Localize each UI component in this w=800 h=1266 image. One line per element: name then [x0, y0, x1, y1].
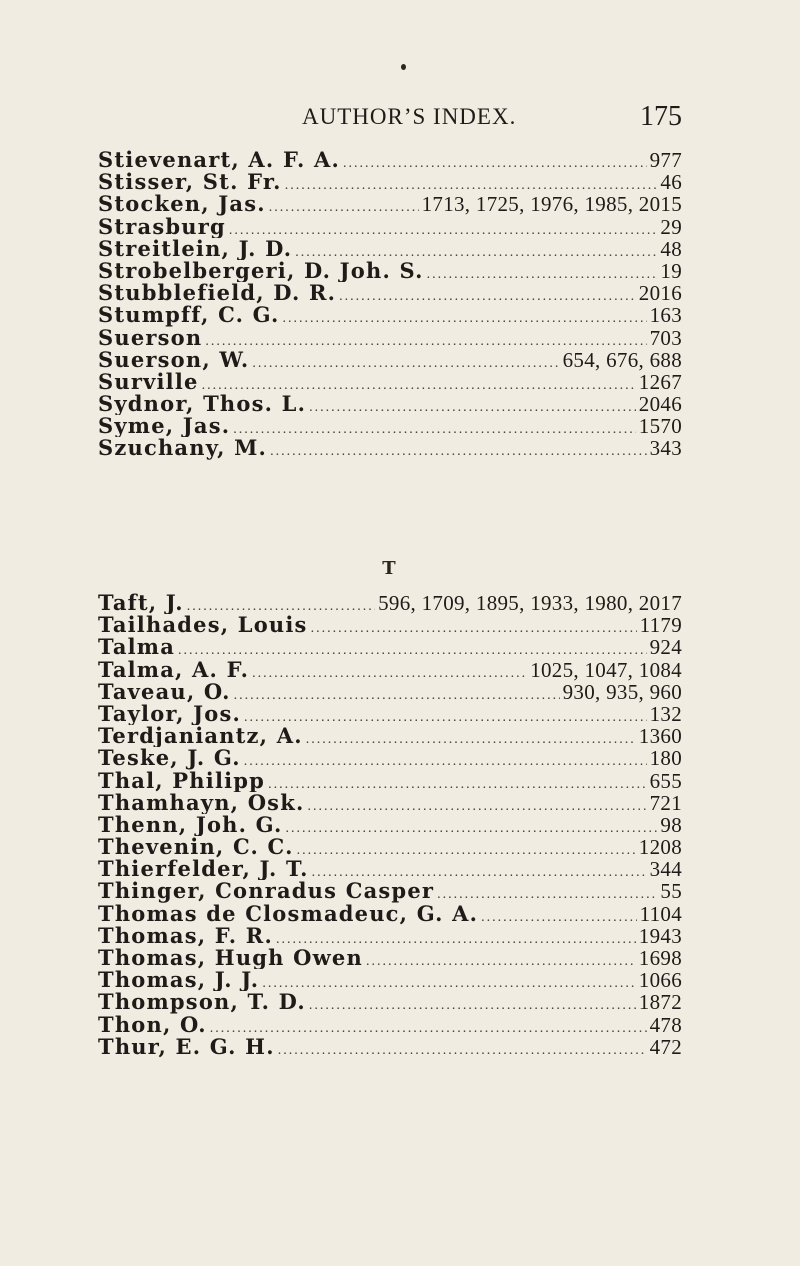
author-name: Thur, E. G. H.: [98, 1035, 275, 1058]
page-references: 1713, 1725, 1976, 1985, 2015: [421, 193, 682, 216]
index-section-t: [98, 592, 682, 1058]
index-entry: [98, 304, 682, 326]
dot-leader: [244, 707, 647, 725]
index-entry: [98, 393, 682, 415]
index-entry: [98, 725, 682, 747]
index-entry: [98, 327, 682, 349]
index-entry: [98, 260, 682, 282]
index-entry: [98, 659, 682, 681]
author-name: Thompson, T. D.: [98, 991, 306, 1014]
index-entry: [98, 903, 682, 925]
page-references: 1872: [638, 991, 682, 1014]
dot-leader: [278, 1040, 647, 1058]
dot-leader: [178, 640, 647, 658]
page-references: 344: [649, 858, 682, 881]
dot-leader: [229, 220, 658, 238]
index-entry: [98, 193, 682, 215]
author-name: Surville: [98, 370, 199, 394]
page-references: 654, 676, 688: [562, 348, 682, 371]
author-name: Thinger, Conradus Casper: [98, 880, 435, 903]
page-title: AUTHOR’S INDEX.: [302, 104, 517, 129]
dot-leader: [268, 774, 647, 792]
author-name: Syme, Jas.: [98, 415, 231, 438]
index-entry: [98, 614, 682, 636]
index-entry: [98, 349, 682, 371]
page-references: 163: [649, 304, 682, 327]
page-references: 703: [649, 326, 682, 349]
page-references: 29: [660, 215, 682, 238]
index-entry: [98, 880, 682, 902]
index-entry: [98, 969, 682, 991]
dot-leader: [270, 441, 647, 459]
page-references: 930, 935, 960: [562, 680, 682, 703]
dot-leader: [187, 596, 375, 614]
page-references: 924: [649, 636, 682, 659]
index-entry: [98, 792, 682, 814]
dot-leader: [309, 995, 636, 1013]
page-references: 977: [649, 149, 682, 172]
index-entry: [98, 1014, 682, 1036]
dot-leader: [366, 951, 636, 969]
index-entry: [98, 415, 682, 437]
author-name: Tailhades, Louis: [98, 614, 308, 637]
dot-leader: [262, 973, 635, 991]
dot-leader: [307, 796, 646, 814]
page-references: 721: [649, 791, 682, 814]
author-name: Stubblefield, D. R.: [98, 282, 337, 305]
page-references: 343: [649, 437, 682, 460]
index-entry: [98, 703, 682, 725]
index-entry: [98, 991, 682, 1013]
dot-leader: [312, 862, 647, 880]
author-name: Thenn, Joh. G.: [98, 813, 283, 837]
dot-leader: [285, 175, 658, 193]
author-name: Suerson, W.: [98, 348, 250, 371]
index-entry: [98, 814, 682, 836]
author-name: Thal, Philipp: [98, 769, 266, 792]
page-references: 55: [660, 880, 682, 903]
dot-leader: [481, 907, 636, 925]
page-references: 1104: [639, 902, 682, 925]
dot-leader: [309, 397, 636, 415]
author-name: Taveau, O.: [98, 680, 231, 703]
author-name: Stocken, Jas.: [98, 193, 266, 216]
index-entry: [98, 216, 682, 238]
ink-speck: [401, 64, 406, 70]
dot-leader: [306, 729, 636, 747]
author-name: Talma: [98, 636, 176, 659]
index-entry: [98, 947, 682, 969]
author-name: Streitlein, J. D.: [98, 237, 293, 260]
author-name: Taylor, Jos.: [98, 702, 242, 726]
index-entry: [98, 1036, 682, 1058]
index-entry: [98, 925, 682, 947]
index-entry: [98, 282, 682, 304]
dot-leader: [233, 419, 636, 437]
author-name: Strasburg: [98, 215, 226, 238]
dot-leader: [244, 751, 647, 769]
author-name: Szuchany, M.: [98, 437, 268, 460]
dot-leader: [202, 375, 636, 393]
author-name: Thevenin, C. C.: [98, 836, 294, 859]
author-name: Terdjaniantz, A.: [98, 725, 303, 748]
page-references: 478: [649, 1013, 682, 1036]
page-references: 46: [660, 171, 682, 194]
author-name: Stumpff, C. G.: [98, 304, 280, 327]
dot-leader: [205, 331, 646, 349]
dot-leader: [283, 308, 647, 326]
dot-leader: [234, 685, 560, 703]
page-references: 180: [649, 747, 682, 770]
page-references: 1360: [638, 725, 682, 748]
page-number: 175: [640, 101, 682, 132]
index-entry: [98, 149, 682, 171]
dot-leader: [343, 153, 647, 171]
dot-leader: [297, 840, 636, 858]
author-name: Thomas, F. R.: [98, 924, 273, 947]
author-name: Talma, A. F.: [98, 658, 250, 681]
page-references: 1570: [638, 415, 682, 438]
dot-leader: [210, 1018, 647, 1036]
page-references: 1208: [638, 836, 682, 859]
author-name: Thomas de Closmadeuc, G. A.: [98, 902, 479, 925]
dot-leader: [269, 197, 419, 215]
author-name: Thon, O.: [98, 1013, 207, 1036]
dot-leader: [311, 618, 637, 636]
author-name: Thamhayn, Osk.: [98, 791, 305, 814]
index-entry: [98, 171, 682, 193]
dot-leader: [252, 663, 527, 681]
section-letter-t: T: [382, 558, 396, 579]
dot-leader: [276, 929, 636, 947]
author-name: Thomas, Hugh Owen: [98, 947, 363, 970]
index-entry: [98, 437, 682, 459]
index-entry: [98, 592, 682, 614]
index-section-s: [98, 149, 682, 460]
author-name: Stievenart, A. F. A.: [98, 149, 340, 172]
author-name: Thierfelder, J. T.: [98, 858, 309, 881]
index-entry: [98, 836, 682, 858]
dot-leader: [427, 264, 658, 282]
dot-leader: [286, 818, 658, 836]
page-references: 1025, 1047, 1084: [530, 658, 682, 681]
page-references: 1179: [639, 614, 682, 637]
page-references: 596, 1709, 1895, 1933, 1980, 2017: [378, 592, 682, 615]
index-entry: [98, 371, 682, 393]
page-references: 655: [649, 769, 682, 792]
page-references: 2046: [638, 393, 682, 416]
page-references: 1267: [638, 370, 682, 394]
author-name: Suerson: [98, 326, 203, 349]
page-references: 1066: [638, 969, 682, 992]
page-references: 19: [660, 259, 682, 283]
author-name: Thomas, J. J.: [98, 969, 260, 992]
dot-leader: [437, 884, 657, 902]
page-references: 472: [649, 1035, 682, 1058]
dot-leader: [252, 353, 559, 371]
author-name: Sydnor, Thos. L.: [98, 393, 307, 416]
page-references: 132: [649, 702, 682, 726]
running-head: [0, 101, 800, 135]
dot-leader: [339, 286, 636, 304]
page-references: 1943: [638, 924, 682, 947]
page-references: 48: [660, 237, 682, 260]
author-name: Teske, J. G.: [98, 747, 241, 770]
page-references: 2016: [638, 282, 682, 305]
page-references: 98: [660, 813, 682, 837]
author-name: Taft, J.: [98, 592, 184, 615]
index-entry: [98, 681, 682, 703]
index-entry: [98, 858, 682, 880]
index-entry: [98, 770, 682, 792]
index-entry: [98, 636, 682, 658]
page-references: 1698: [638, 947, 682, 970]
dot-leader: [295, 242, 657, 260]
index-entry: [98, 238, 682, 260]
index-entry: [98, 747, 682, 769]
author-name: Strobelbergeri, D. Joh. S.: [98, 259, 424, 283]
author-name: Stisser, St. Fr.: [98, 171, 282, 194]
